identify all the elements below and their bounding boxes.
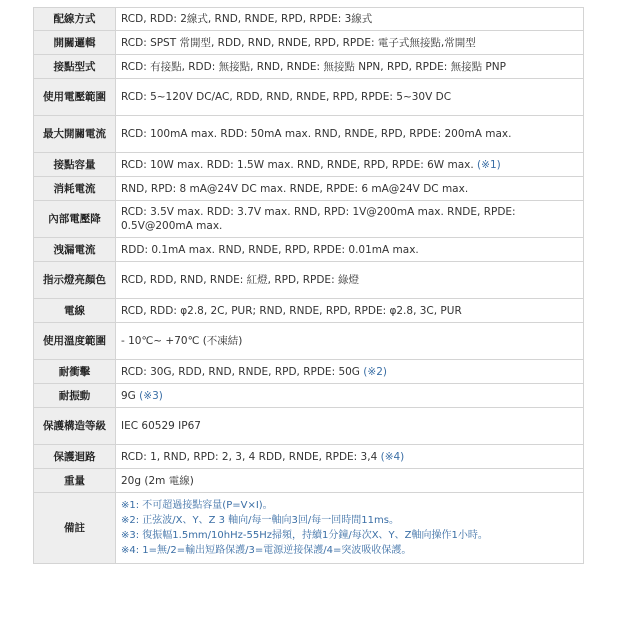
row-value-text: RCD: 30G, RDD, RND, RNDE, RPD, RPDE: 50G (121, 365, 360, 378)
row-label: 電線 (34, 299, 116, 323)
row-label: 配線方式 (34, 8, 116, 31)
row-value: RDD: 0.1mA max. RND, RNDE, RPD, RPDE: 0.01mA max. (116, 238, 584, 262)
row-label: 洩漏電流 (34, 238, 116, 262)
row-value: RCD: 100mA max. RDD: 50mA max. RND, RNDE, RPD, RPDE: 200mA max. (116, 116, 584, 153)
row-value: RCD, RDD: 2線式, RND, RNDE, RPD, RPDE: 3線式 (116, 8, 584, 31)
row-label: 接點型式 (34, 55, 116, 79)
remark-line: ※1: 不可超過接點容量(P=V×I)。 (121, 500, 273, 511)
spec-table (33, 7, 584, 564)
row-label: 使用電壓範圍 (34, 79, 116, 116)
remark-line: ※3: 復振幅1.5mm/10hHz-55Hz掃頻，持續1分鐘/每次X、Y、Z軸向操作1小時。 (121, 530, 488, 541)
row-label: 指示燈亮顏色 (34, 262, 116, 299)
row-value: 20g (2m 電線) (116, 469, 584, 493)
table-row (34, 153, 584, 177)
footnote-ref: (※3) (139, 389, 163, 402)
remarks-row (34, 493, 584, 564)
row-label: 開關邏輯 (34, 31, 116, 55)
row-value: RCD, RDD, RND, RNDE: 紅燈, RPD, RPDE: 綠燈 (116, 262, 584, 299)
row-label: 內部電壓降 (34, 201, 116, 238)
table-row (34, 262, 584, 299)
row-label: 使用溫度範圍 (34, 323, 116, 360)
table-row (34, 177, 584, 201)
table-row (34, 384, 584, 408)
table-row (34, 238, 584, 262)
row-value: IEC 60529 IP67 (116, 408, 584, 445)
remarks-content (116, 493, 584, 564)
row-label: 保護構造等級 (34, 408, 116, 445)
remarks-label: 備註 (34, 493, 116, 564)
row-value (116, 384, 584, 408)
footnote-ref: (※2) (363, 365, 387, 378)
row-value: RND, RPD: 8 mA@24V DC max. RNDE, RPDE: 6 mA@24V DC max. (116, 177, 584, 201)
table-row (34, 116, 584, 153)
row-value: RCD: 有接點, RDD: 無接點, RND, RNDE: 無接點 NPN, RPD, RPDE: 無接點 PNP (116, 55, 584, 79)
table-row (34, 299, 584, 323)
row-value: RCD: 5~120V DC/AC, RDD, RND, RNDE, RPD, RPDE: 5~30V DC (116, 79, 584, 116)
row-value (116, 153, 584, 177)
table-row (34, 79, 584, 116)
row-label: 耐衝擊 (34, 360, 116, 384)
remark-line: ※2: 正弦波/X、Y、Z 3 軸向/每一軸向3回/每一回時間11ms。 (121, 515, 399, 526)
table-row (34, 201, 584, 238)
row-value (116, 445, 584, 469)
row-label: 重量 (34, 469, 116, 493)
table-row (34, 360, 584, 384)
table-row (34, 445, 584, 469)
row-value: RCD: 3.5V max. RDD: 3.7V max. RND, RPD: 1V@200mA max. RNDE, RPDE: 0.5V@200mA max. (116, 201, 584, 238)
row-label: 接點容量 (34, 153, 116, 177)
row-value-text: RCD: 1, RND, RPD: 2, 3, 4 RDD, RNDE, RPDE: 3,4 (121, 450, 378, 463)
row-label: 消耗電流 (34, 177, 116, 201)
row-value-text: RCD: 10W max. RDD: 1.5W max. RND, RNDE, RPD, RPDE: 6W max. (121, 158, 474, 171)
row-value: - 10℃~ +70℃ (不凍結) (116, 323, 584, 360)
table-row (34, 8, 584, 31)
row-label: 最大開關電流 (34, 116, 116, 153)
table-row (34, 31, 584, 55)
footnote-ref: (※4) (380, 450, 405, 463)
footnote-ref: (※1) (477, 158, 501, 171)
table-row (34, 55, 584, 79)
table-row (34, 408, 584, 445)
table-row (34, 323, 584, 360)
row-value: RCD: SPST 常開型, RDD, RND, RNDE, RPD, RPDE: 電子式無接點,常開型 (116, 31, 584, 55)
row-label: 耐振動 (34, 384, 116, 408)
row-label: 保護迴路 (34, 445, 116, 469)
row-value-text: 9G (121, 389, 136, 402)
row-value: RCD, RDD: φ2.8, 2C, PUR; RND, RNDE, RPD, RPDE: φ2.8, 3C, PUR (116, 299, 584, 323)
table-row (34, 469, 584, 493)
remark-line: ※4: 1=無/2=輸出短路保護/3=電源逆接保護/4=突波吸收保護。 (121, 545, 412, 556)
row-value (116, 360, 584, 384)
